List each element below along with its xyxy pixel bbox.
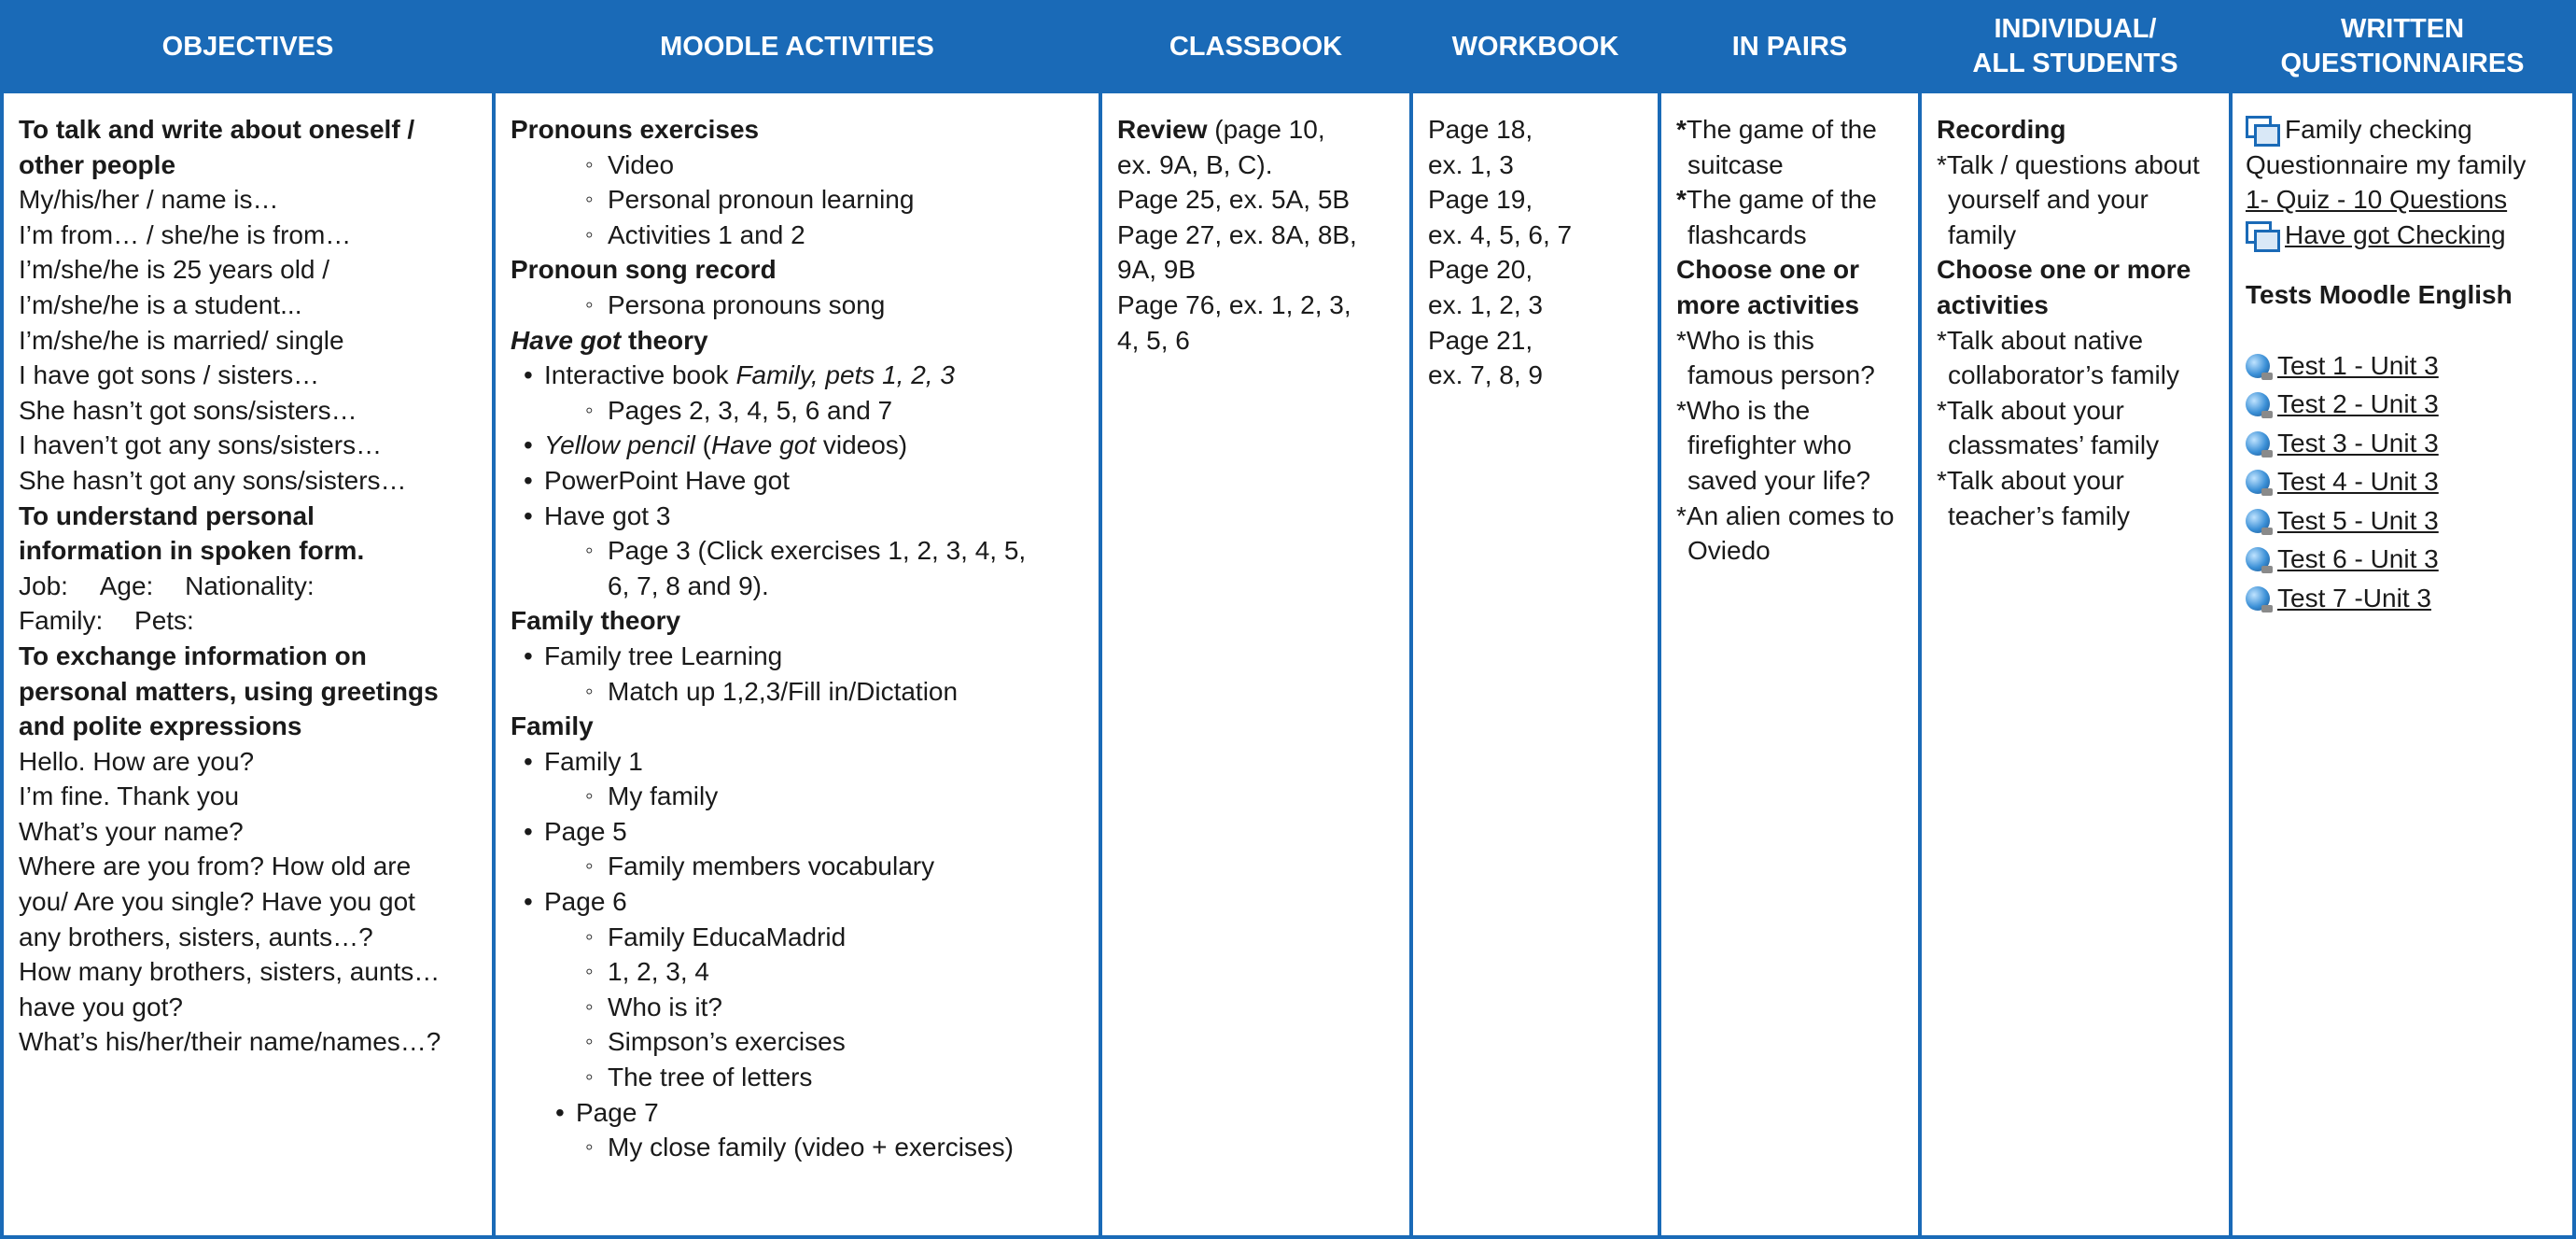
test-link-row[interactable]	[2246, 579, 2567, 618]
objective-text: any brothers, sisters, aunts…?	[19, 922, 373, 951]
classbook-body	[1102, 93, 1409, 1235]
objective-heading: other people	[19, 149, 176, 179]
workbook-line: ex. 4, 5, 6, 7	[1428, 219, 1573, 249]
pairs-line: famous person?	[1687, 360, 1875, 390]
workbook-line: Page 19,	[1428, 185, 1533, 215]
classbook-text: (page 10,	[1207, 115, 1325, 144]
field-label-family: Family:	[19, 606, 104, 636]
moodle-activity: ◦ Video	[511, 148, 1085, 183]
classbook-column	[1102, 4, 1413, 1235]
pairs-line	[1676, 112, 1905, 148]
moodle-header: MOODLE ACTIVITIES	[496, 4, 1099, 93]
objective-heading: personal matters, using greetings	[19, 676, 439, 706]
individual-heading: activities	[1937, 289, 2049, 319]
field-label-pets: Pets:	[134, 606, 194, 636]
moodle-activity-cont: 6, 7, 8 and 9).	[608, 570, 769, 600]
test-link[interactable]: Test 5 - Unit 3	[2277, 505, 2439, 535]
workbook-line: Page 21,	[1428, 325, 1533, 355]
test-link[interactable]: Test 2 - Unit 3	[2277, 389, 2439, 419]
moodle-activity: ◦ Activities 1 and 2	[511, 218, 1085, 253]
moodle-activity: ◦ Personal pronoun learning	[511, 182, 1085, 218]
pairs-line	[1676, 182, 1905, 218]
individual-body	[1922, 93, 2229, 1235]
item-text: videos)	[816, 430, 908, 460]
pairs-header: IN PAIRS	[1661, 4, 1918, 93]
workbook-body	[1413, 93, 1658, 1235]
individual-heading: Recording	[1937, 115, 2066, 144]
field-label-age: Age:	[99, 570, 154, 600]
individual-header	[1922, 4, 2229, 93]
heading-italic: Have got	[511, 325, 622, 355]
questionnaire-item[interactable]	[2246, 112, 2567, 148]
moodle-item: • PowerPoint Have got	[511, 463, 1085, 499]
quiz-icon	[2246, 470, 2270, 494]
moodle-item: • Family tree Learning	[511, 639, 1085, 674]
spacer	[2246, 252, 2567, 277]
workbook-line: ex. 7, 8, 9	[1428, 360, 1543, 390]
item-italic: Yellow pencil	[544, 430, 695, 460]
classbook-line: Page 25, ex. 5A, 5B	[1117, 185, 1351, 215]
test-link[interactable]: Test 6 - Unit 3	[2277, 544, 2439, 574]
item-text: Interactive book	[544, 360, 736, 390]
classbook-line: 4, 5, 6	[1117, 325, 1190, 355]
objective-text: I’m/she/he is a student...	[19, 289, 302, 319]
star-mark: *	[1676, 185, 1687, 215]
moodle-activity: ◦ Family EducaMadrid	[511, 920, 1085, 955]
questionnaire-item[interactable]	[2246, 218, 2567, 253]
questionnaire-icon	[2246, 116, 2277, 144]
objectives-column	[4, 4, 496, 1235]
moodle-activity: ◦ Simpson’s exercises	[511, 1024, 1085, 1060]
moodle-activity: ◦ My close family (video + exercises)	[511, 1130, 1085, 1165]
objective-text: I’m/she/he is 25 years old /	[19, 255, 330, 285]
objective-text: I’m/she/he is married/ single	[19, 325, 344, 355]
moodle-activity: ◦ Page 3 (Click exercises 1, 2, 3, 4, 5,	[511, 533, 1085, 569]
moodle-item: • Have got 3	[511, 499, 1085, 534]
objective-text: Where are you from? How old are	[19, 852, 412, 881]
pairs-line: suitcase	[1687, 149, 1784, 179]
individual-line: *Talk about native	[1937, 325, 2144, 355]
moodle-item: • Page 6	[511, 884, 1085, 920]
objective-text: I haven’t got any sons/sisters…	[19, 430, 383, 460]
heading-rest: theory	[621, 325, 708, 355]
individual-line: yourself and your	[1948, 185, 2149, 215]
test-link[interactable]: Test 3 - Unit 3	[2277, 428, 2439, 458]
workbook-line: Page 18,	[1428, 115, 1533, 144]
test-link[interactable]: Test 1 - Unit 3	[2277, 350, 2439, 380]
test-link-row[interactable]	[2246, 540, 2567, 579]
pairs-line: firefighter who	[1687, 430, 1852, 460]
objective-text: She hasn’t got any sons/sisters…	[19, 465, 407, 495]
objectives-header: OBJECTIVES	[4, 4, 492, 93]
objective-text: What’s your name?	[19, 816, 244, 846]
objective-text: Hello. How are you?	[19, 746, 255, 776]
workbook-line: ex. 1, 2, 3	[1428, 289, 1543, 319]
written-column	[2233, 4, 2572, 1235]
objective-heading: To understand personal	[19, 500, 315, 530]
objective-heading: To talk and write about oneself /	[19, 115, 415, 144]
moodle-section-heading: Family	[511, 711, 594, 741]
moodle-item	[511, 428, 1085, 463]
quiz-icon	[2246, 392, 2270, 416]
field-labels-row	[19, 569, 479, 604]
pairs-text: The game of the	[1686, 185, 1877, 215]
objective-text: I have got sons / sisters…	[19, 360, 320, 390]
questionnaire-title: Family checking	[2285, 115, 2472, 144]
moodle-section-heading: Family theory	[511, 606, 681, 636]
moodle-item: • Page 7	[511, 1095, 1085, 1131]
classbook-line: ex. 9A, B, C).	[1117, 149, 1273, 179]
individual-line: collaborator’s family	[1948, 360, 2179, 390]
pairs-heading: Choose one or	[1676, 255, 1860, 285]
test-link[interactable]: Test 4 - Unit 3	[2277, 467, 2439, 497]
moodle-activity: ◦ Pages 2, 3, 4, 5, 6 and 7	[511, 393, 1085, 429]
moodle-activity: ◦ Persona pronouns song	[511, 288, 1085, 323]
workbook-line: ex. 1, 3	[1428, 149, 1514, 179]
individual-line: classmates’ family	[1948, 430, 2160, 460]
moodle-section-heading: Pronouns exercises	[511, 115, 760, 144]
individual-heading: Choose one or more	[1937, 255, 2191, 285]
individual-line: *Talk / questions about	[1937, 149, 2200, 179]
quiz-icon	[2246, 547, 2270, 571]
moodle-activity: ◦ Match up 1,2,3/Fill in/Dictation	[511, 674, 1085, 710]
objective-text: How many brothers, sisters, aunts…	[19, 957, 441, 987]
workbook-line: Page 20,	[1428, 255, 1533, 285]
moodle-activity: ◦ My family	[511, 779, 1085, 814]
objective-text: have you got?	[19, 992, 183, 1021]
questionnaire-icon	[2246, 221, 2277, 249]
pairs-body	[1661, 93, 1918, 1235]
review-label: Review	[1117, 115, 1208, 144]
pairs-line: *Who is this	[1676, 325, 1814, 355]
pairs-line: Oviedo	[1687, 536, 1771, 566]
test-link-row[interactable]	[2246, 462, 2567, 501]
classbook-line: Page 27, ex. 8A, 8B,	[1117, 219, 1357, 249]
quiz-icon	[2246, 509, 2270, 533]
pairs-line: *An alien comes to	[1676, 500, 1895, 530]
pairs-text: The game of the	[1686, 115, 1877, 144]
test-link-row[interactable]	[2246, 501, 2567, 541]
quiz-icon	[2246, 431, 2270, 456]
pairs-line: saved your life?	[1687, 465, 1871, 495]
field-label-nationality: Nationality:	[185, 570, 315, 600]
moodle-activity: ◦ 1, 2, 3, 4	[511, 954, 1085, 990]
quiz-link[interactable]: 1- Quiz - 10 Questions	[2246, 185, 2508, 215]
item-text: (	[694, 430, 711, 460]
moodle-item	[511, 358, 1085, 393]
moodle-column	[496, 4, 1102, 1235]
moodle-item: • Page 5	[511, 814, 1085, 850]
pairs-column	[1661, 4, 1922, 1235]
classbook-line: 9A, 9B	[1117, 255, 1197, 285]
item-italic: Have got	[710, 430, 817, 460]
moodle-section-heading	[511, 323, 1085, 359]
item-italic: Family, pets 1, 2, 3	[735, 360, 955, 390]
test-link-row[interactable]	[2246, 424, 2567, 463]
classbook-header: CLASSBOOK	[1102, 4, 1409, 93]
test-link-row[interactable]	[2246, 385, 2567, 424]
field-label-job: Job:	[19, 570, 68, 600]
written-body	[2233, 93, 2572, 1235]
test-link[interactable]: Test 7 -Unit 3	[2277, 583, 2431, 612]
objective-text: What’s his/her/their name/names…?	[19, 1027, 441, 1057]
field-labels-row	[19, 603, 479, 639]
objective-text: I’m from… / she/he is from…	[19, 219, 352, 249]
questionnaire-text: Questionnaire my family	[2246, 149, 2527, 179]
individual-line: *Talk about your	[1937, 395, 2124, 425]
header-line: INDIVIDUAL/	[1994, 14, 2157, 44]
test-link-row[interactable]	[2246, 346, 2567, 386]
moodle-activity: ◦ Who is it?	[511, 990, 1085, 1025]
moodle-item: • Family 1	[511, 744, 1085, 780]
objective-heading: and polite expressions	[19, 711, 302, 741]
written-header	[2233, 4, 2572, 93]
objective-text: you/ Are you single? Have you got	[19, 887, 415, 917]
objective-heading: information in spoken form.	[19, 536, 365, 566]
header-line: QUESTIONNAIRES	[2280, 49, 2525, 78]
individual-line: family	[1948, 219, 2017, 249]
objective-text: She hasn’t got sons/sisters…	[19, 395, 357, 425]
classbook-line: Page 76, ex. 1, 2, 3,	[1117, 289, 1351, 319]
moodle-section-heading: Pronoun song record	[511, 255, 777, 285]
objectives-body	[4, 93, 492, 1235]
spacer	[2246, 313, 2567, 346]
objective-text: I’m fine. Thank you	[19, 781, 240, 811]
classbook-line	[1117, 112, 1396, 148]
quiz-icon	[2246, 586, 2270, 611]
moodle-activity: ◦ Family members vocabulary	[511, 849, 1085, 884]
objective-text: My/his/her / name is…	[19, 185, 279, 215]
header-line: ALL STUDENTS	[1972, 49, 2178, 78]
individual-column	[1922, 4, 2233, 1235]
individual-line: *Talk about your	[1937, 465, 2124, 495]
pairs-line: *Who is the	[1676, 395, 1811, 425]
pairs-heading: more activities	[1676, 289, 1860, 319]
tests-title: Tests Moodle English	[2246, 280, 2513, 310]
moodle-activity: ◦ The tree of letters	[511, 1060, 1085, 1095]
quiz-icon	[2246, 354, 2270, 378]
moodle-body	[496, 93, 1099, 1235]
header-line: WRITTEN	[2340, 14, 2465, 44]
pairs-line: flashcards	[1687, 219, 1807, 249]
workbook-header: WORKBOOK	[1413, 4, 1658, 93]
individual-line: teacher’s family	[1948, 500, 2131, 530]
have-got-checking-link[interactable]: Have got Checking	[2285, 219, 2506, 249]
star-mark: *	[1676, 115, 1687, 144]
objective-heading: To exchange information on	[19, 641, 367, 670]
workbook-column	[1413, 4, 1661, 1235]
